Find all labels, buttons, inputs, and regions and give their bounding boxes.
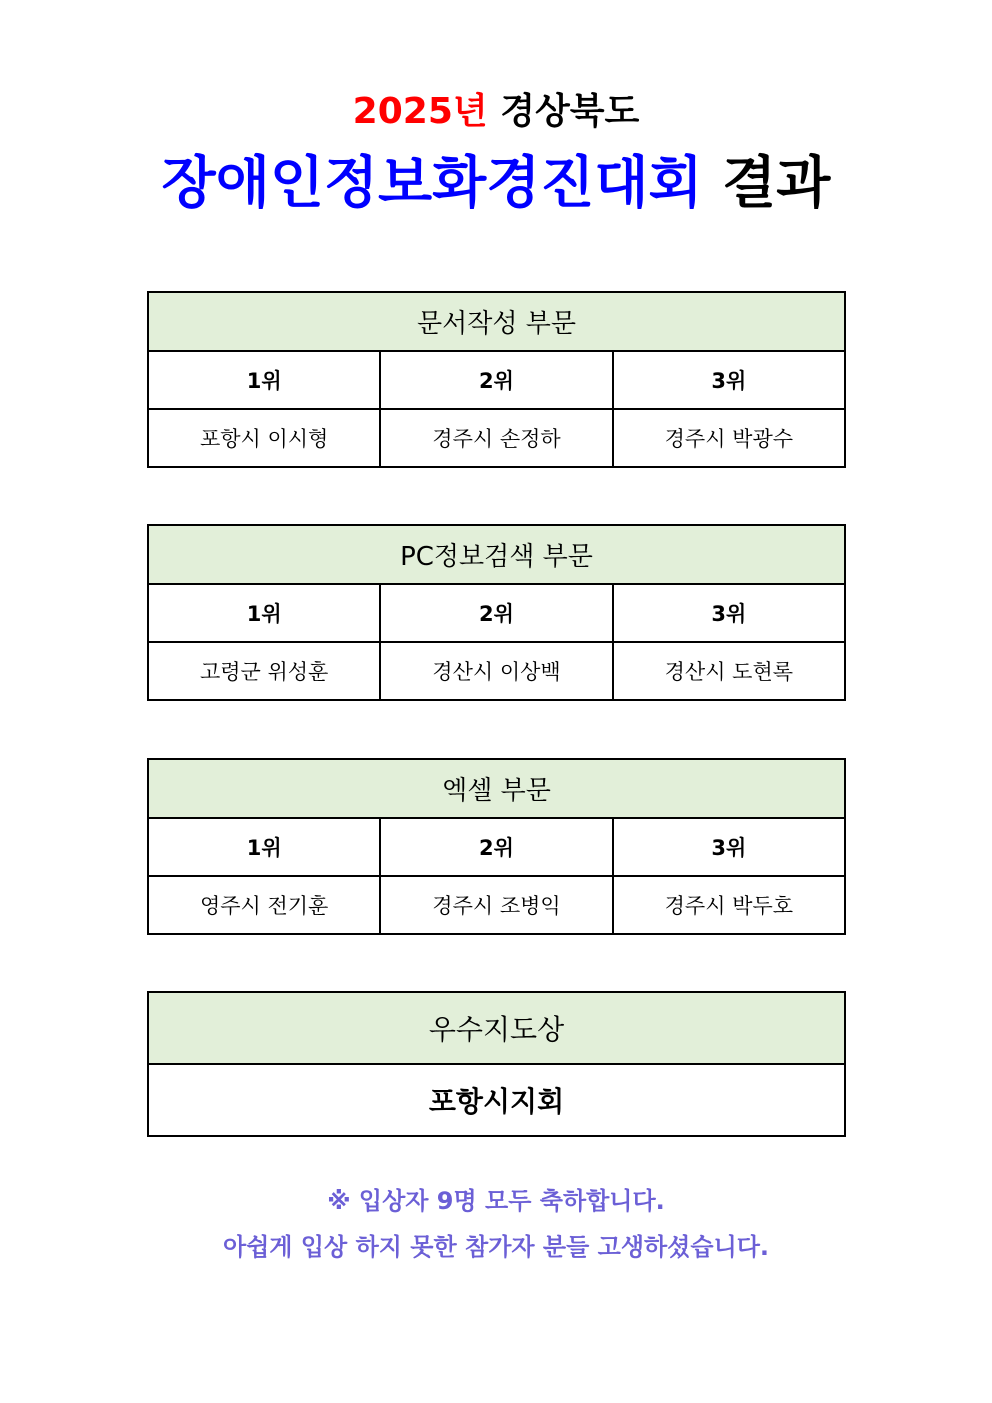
- winner-cell: 포항시 이시형: [148, 409, 380, 467]
- special-award-header: 우수지도상: [148, 992, 845, 1064]
- special-award-winner: 포항시지회: [148, 1064, 845, 1136]
- winner-cell: 경주시 박광수: [613, 409, 845, 467]
- rank-label: 1위: [148, 351, 380, 409]
- category-header: 문서작성 부문: [148, 292, 845, 351]
- winner-cell: 경주시 손정하: [380, 409, 612, 467]
- winner-cell: 영주시 전기훈: [148, 876, 380, 934]
- rank-label: 2위: [380, 584, 612, 642]
- winner-cell: 경주시 박두호: [613, 876, 845, 934]
- rank-label: 3위: [613, 351, 845, 409]
- title-event: 장애인정보화경진대회: [161, 151, 703, 216]
- rank-label: 3위: [613, 818, 845, 876]
- rank-label: 1위: [148, 584, 380, 642]
- category-header: 엑셀 부문: [148, 759, 845, 818]
- category-table-pc-search: [147, 524, 846, 701]
- winner-cell: 경주시 조병익: [380, 876, 612, 934]
- winner-cell: 경산시 이상백: [380, 642, 612, 700]
- title-result: 결과: [722, 151, 831, 216]
- footer-congrats: ※ 입상자 9명 모두 축하합니다.: [327, 1187, 665, 1215]
- rank-label: 2위: [380, 351, 612, 409]
- rank-label: 2위: [380, 818, 612, 876]
- category-table-excel: [147, 758, 846, 935]
- footer-thanks: 아쉽게 입상 하지 못한 참가자 분들 고생하셨습니다.: [222, 1233, 770, 1261]
- rank-label: 3위: [613, 584, 845, 642]
- winner-cell: 경산시 도현록: [613, 642, 845, 700]
- title-year-region: [0, 88, 992, 136]
- category-header: PC정보검색 부문: [148, 525, 845, 584]
- special-award-table: [147, 991, 846, 1137]
- title-region: 경상북도: [500, 91, 640, 132]
- winner-cell: 고령군 위성훈: [148, 642, 380, 700]
- rank-label: 1위: [148, 818, 380, 876]
- title-year: 2025년: [352, 91, 488, 132]
- category-table-document: [147, 291, 846, 468]
- page-title: [0, 148, 992, 220]
